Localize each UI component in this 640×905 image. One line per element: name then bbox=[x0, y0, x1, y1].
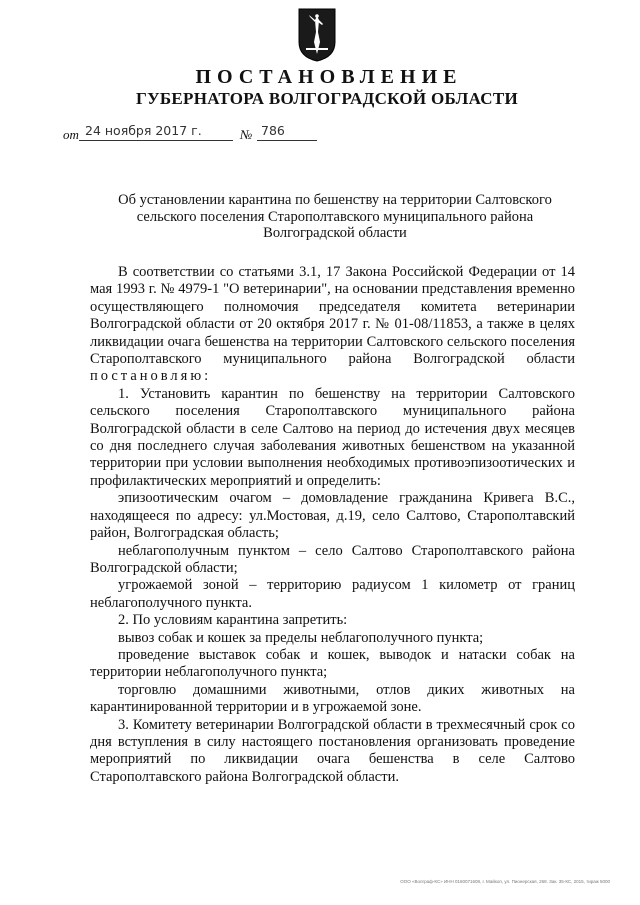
paragraph-1-threatened-zone: угрожаемой зоной – территорию радиусом 1 километр от границ неблагополучного пункта. bbox=[90, 577, 575, 611]
paragraph-1-unsafe-point: неблагополучным пунктом – село Салтово Старополтавского района Волгоградской области; bbox=[90, 542, 575, 576]
volgograd-coat-of-arms-icon bbox=[298, 8, 336, 62]
document-title: Об установлении карантина по бешенству на территории Салтовского сельского поселения Старополтавского муниципального района Волгоградской области bbox=[118, 192, 552, 241]
printer-footer: ООО «Волграф-КС» ИНН 0160071608, г. Майкоп, ул. Пионерская, 268. Зак. 35-КС, 2015, тираж 5000 bbox=[400, 879, 610, 884]
paragraph-1-outbreak: эпизоотическим очагом – домовладение гражданина Кривега В.С., находящееся по адресу: ул.Мостовая, д.19, село Салтово, Старополтавский район, Волгоградская область; bbox=[90, 490, 575, 542]
paragraph-2-export-ban: вывоз собак и кошек за пределы неблагополучного пункта; bbox=[118, 629, 484, 646]
document-body bbox=[90, 264, 575, 786]
issuing-authority-heading: ГУБЕРНАТОРА ВОЛГОГРАДСКОЙ ОБЛАСТИ bbox=[135, 89, 519, 108]
document-date: 24 ноября 2017 г. bbox=[85, 123, 202, 138]
document-date-number bbox=[63, 123, 333, 147]
number-label: № bbox=[240, 127, 253, 142]
date-label: от bbox=[63, 127, 79, 142]
paragraph-3: 3. Комитету ветеринарии Волгоградской области в трехмесячный срок со дня вступления в силу настоящего постановления организовать проведение мероприятий по ликвидации очага бешенства в селе Салтово Старополтавского района Волгоградской области. bbox=[90, 716, 575, 785]
preamble-text: В соответствии со статьями 3.1, 17 Закона Российской Федерации от 14 мая 1993 г. № 4979-1 "О ветеринарии", на основании представления временно осуществляющего полномочия председателя комитета ветеринарии Волгоградской области от 20 октября 2017 г. № 01-08/11853, а также в целях ликвидации очага бешенства на территории Салтовского сельского поселения Старополтавского муниципального района Волгоградской области bbox=[90, 264, 575, 368]
preamble-paragraph bbox=[90, 264, 575, 386]
paragraph-1: 1. Установить карантин по бешенству на территории Салтовского сельского поселения Старополтавского муниципального района Волгоградской области в селе Салтово на период до истечения двух месяцев со дня последнего случая заболевания животных бешенством на указанной территории при условии выполнения необходимых противоэпизоотических и профилактических мероприятий и определить: bbox=[90, 385, 575, 489]
decree-word: постановляю: bbox=[90, 368, 212, 385]
document-type-heading: ПОСТАНОВЛЕНИЕ bbox=[195, 66, 463, 88]
number-underline bbox=[257, 140, 317, 141]
paragraph-2: 2. По условиям карантина запретить: bbox=[118, 612, 348, 629]
paragraph-2-trade-ban: торговлю домашними животными, отлов диких животных на карантинированной территории и в угрожаемой зоне. bbox=[90, 681, 575, 716]
document-number: 786 bbox=[261, 123, 285, 138]
date-underline bbox=[79, 140, 233, 141]
paragraph-2-exhibition-ban: проведение выставок собак и кошек, выводок и натаски собак на территории неблагополучного пункта; bbox=[90, 646, 575, 681]
